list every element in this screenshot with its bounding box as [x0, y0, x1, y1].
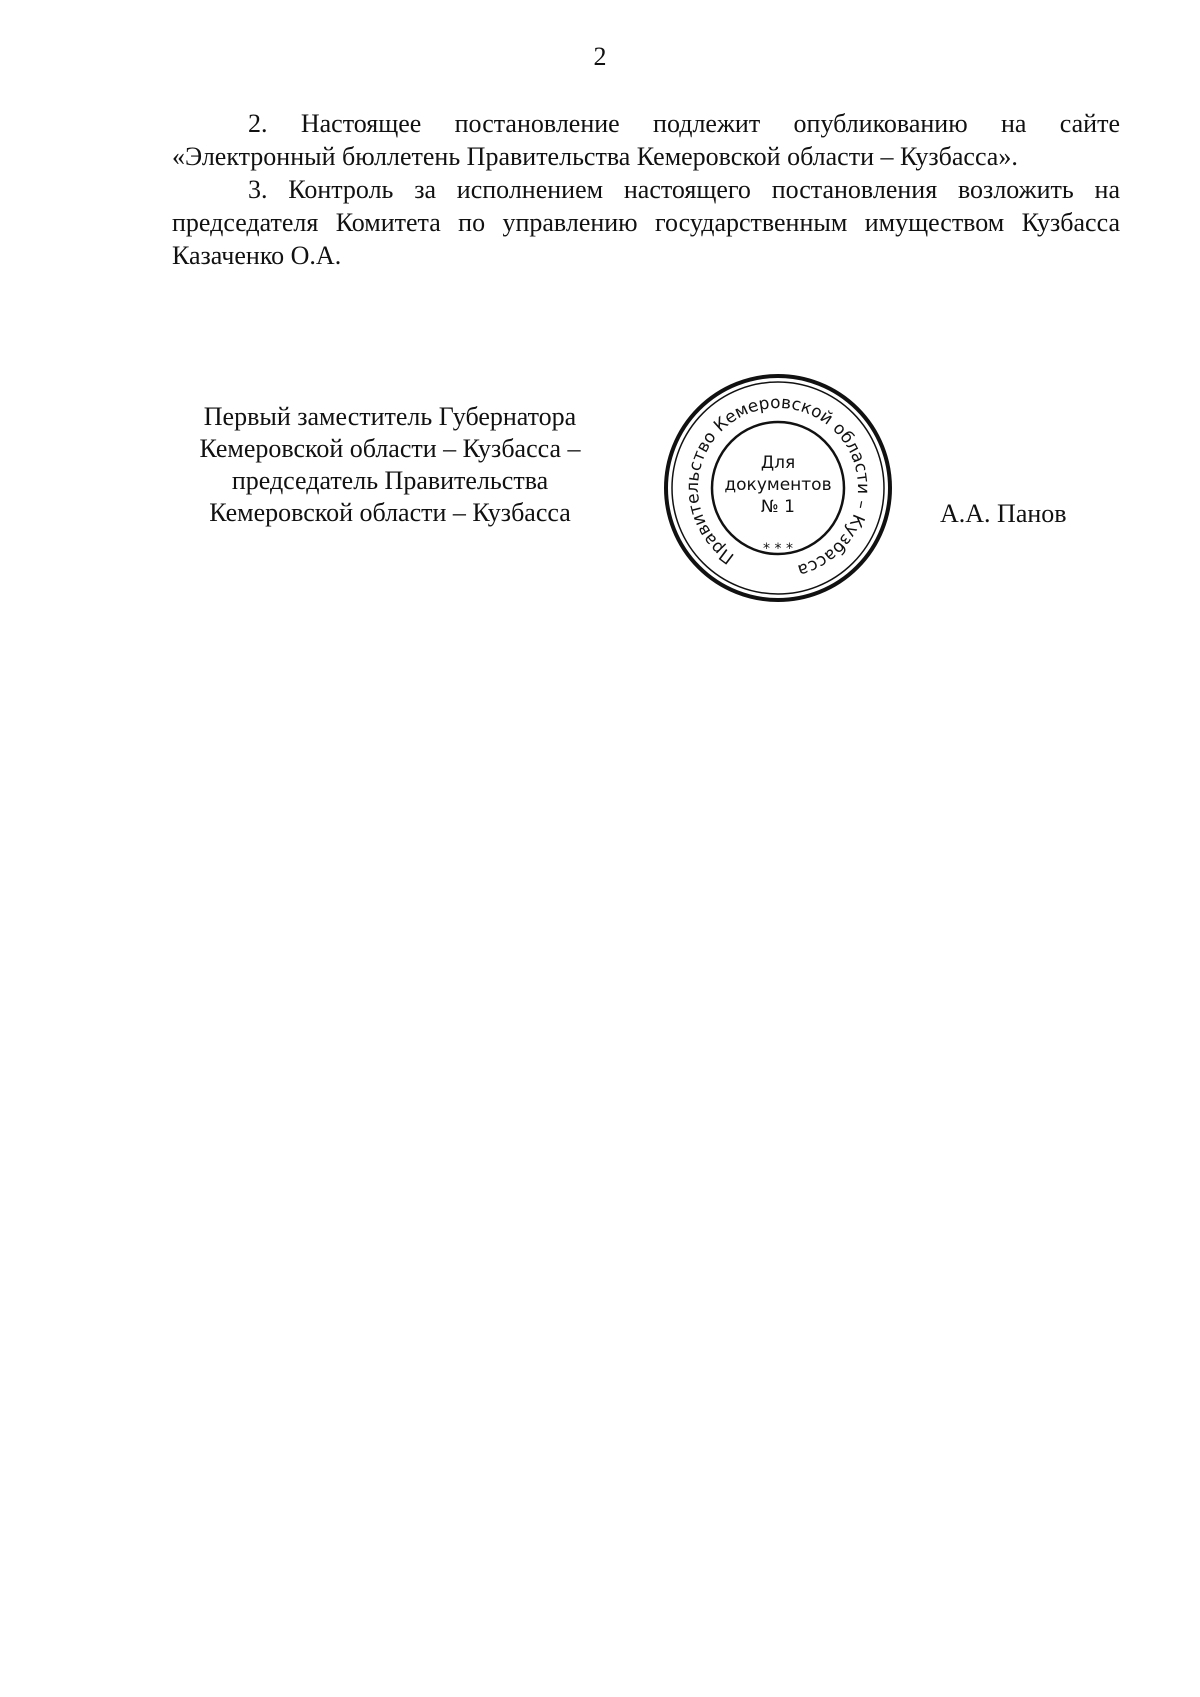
signer-name: А.А. Панов: [940, 499, 1067, 528]
position-line: председатель Правительства: [231, 466, 549, 495]
seal-center-line: Для: [760, 453, 796, 473]
position-line: Кемеровской области – Кузбасса –: [199, 434, 581, 463]
paragraph-publication: 2. Настоящее постановление подлежит опубликованию на сайте «Электронный бюллетень Правительства Кемеровской области – Кузбасса».: [172, 109, 1120, 171]
seal-ring-text: Правительство Кемеровской области – Кузбасса: [682, 392, 874, 581]
official-seal: [660, 370, 896, 606]
signatory-position: [160, 401, 620, 529]
seal-stars: * * *: [763, 541, 793, 557]
seal-center-line: документов: [724, 475, 832, 495]
seal-center-line: № 1: [761, 497, 795, 517]
paragraph-control: 3. Контроль за исполнением настоящего постановления возложить на председателя Комитета по управлению государственным имуществом Кузбасса Казаченко О.А.: [172, 175, 1120, 270]
page-number: 2: [593, 42, 607, 71]
position-line: Кемеровской области – Кузбасса: [209, 498, 571, 527]
position-line: Первый заместитель Губернатора: [203, 402, 577, 431]
document-body: [172, 107, 1120, 272]
